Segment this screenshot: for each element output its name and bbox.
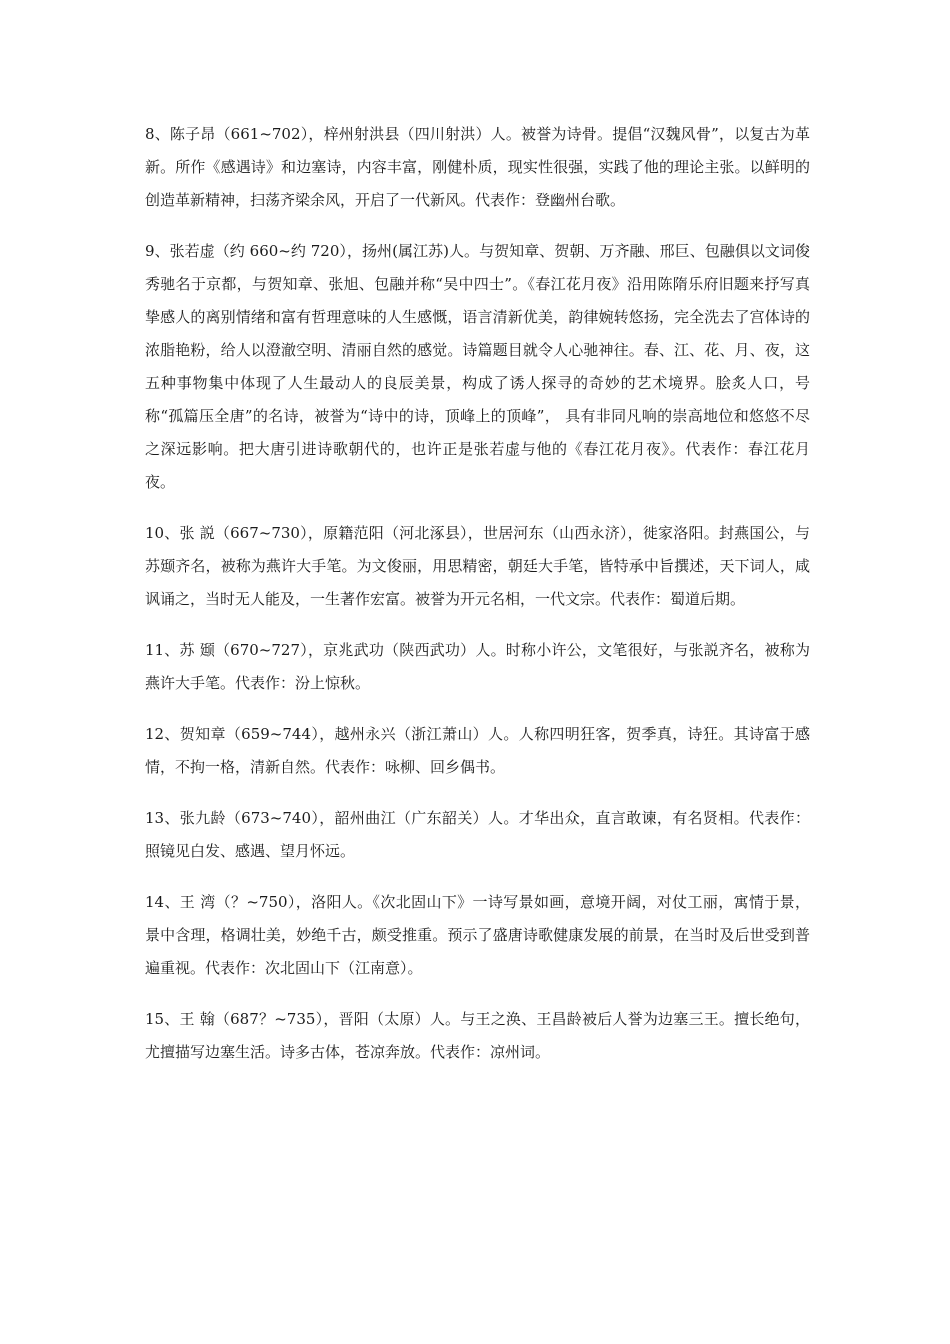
entry-su-ting: 11、苏 颋（670~727），京兆武功（陕西武功）人。时称小许公，文笔很好，与张説齐名，被称为燕许大手笔。代表作：汾上惊秋。 [145,641,810,692]
entry-zhang-yue: 10、张 説（667~730），原籍范阳（河北涿县），世居河东（山西永济），徙家洛阳。封燕国公，与苏颋齐名，被称为燕许大手笔。为文俊丽，用思精密，朝廷大手笔，皆特承中旨撰述，天下词人，咸讽诵之，当时无人能及，一生著作宏富。被誉为开元名相，一代文宗。代表作：蜀道后期。 [145,524,810,608]
entry-zhang-ruoxu: 9、张若虚（约 660~约 720），扬州(属江苏)人。与贺知章、贺朝、万齐融、邢巨、包融俱以文词俊秀驰名于京都，与贺知章、张旭、包融并称“吴中四士”。《春江花月夜》沿用陈隋乐府旧题来抒写真挚感人的离别情绪和富有哲理意味的人生感慨，语言清新优美，韵律婉转悠扬，完全洗去了宫体诗的浓脂艳粉，给人以澄澈空明、清丽自然的感觉。诗篇题目就令人心驰神往。春、江、花、月、夜，这五种事物集中体现了人生最动人的良辰美景，构成了诱人探寻的奇妙的艺术境界。脍炙人口，号称“孤篇压全唐”的名诗，被誉为“诗中的诗，顶峰上的顶峰”， 具有非同凡响的崇高地位和悠悠不尽之深远影响。把大唐引进诗歌朝代的，也许正是张若虚与他的《春江花月夜》。代表作：春江花月夜。 [145,242,810,491]
entry-he-zhizhang: 12、贺知章（659~744），越州永兴（浙江萧山）人。人称四明狂客，贺季真，诗狂。其诗富于感情，不拘一格，清新自然。代表作：咏柳、回乡偶书。 [145,725,810,776]
entry-wang-wan: 14、王 湾（？~750），洛阳人。《次北固山下》一诗写景如画，意境开阔，对仗工丽，寓情于景，景中含理，格调壮美，妙绝千古，颇受推重。预示了盛唐诗歌健康发展的前景，在当时及后世受到普遍重视。代表作：次北固山下（江南意）。 [145,893,810,977]
entry-chen-ziang: 8、陈子昂（661~702），梓州射洪县（四川射洪）人。被誉为诗骨。提倡“汉魏风骨”，以复古为革新。所作《感遇诗》和边塞诗，内容丰富，刚健朴质，现实性很强，实践了他的理论主张。以鲜明的创造革新精神，扫荡齐梁余风，开启了一代新风。代表作：登幽州台歌。 [145,125,810,209]
entry-zhang-jiuling: 13、张九龄（673~740），韶州曲江（广东韶关）人。才华出众，直言敢谏，有名贤相。代表作：照镜见白发、感遇、望月怀远。 [145,809,810,860]
entry-wang-han: 15、王 翰（687？~735），晋阳（太原）人。与王之涣、王昌龄被后人誉为边塞三王。擅长绝句，尤擅描写边塞生活。诗多古体，苍凉奔放。代表作：凉州词。 [145,1010,810,1061]
document-body [145,118,810,1087]
